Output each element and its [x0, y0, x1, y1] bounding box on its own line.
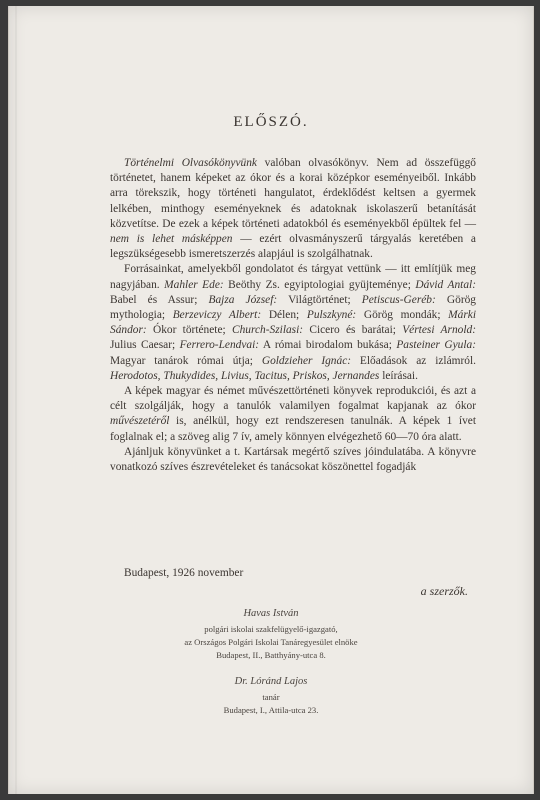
signature-havas: [9, 608, 533, 662]
paragraph: Történelmi Olvasókönyvünk valóban olvasókönyv. Nem ad összefüggő történetet, hanem képeket az ókor és a korai középkor eseményeiből. Inkább arra törekszik, hogy történeti hangulatot, érdeklődést keltsen a gyermek lelkében, minthogy eseményeknek és adatoknak iskolaszerű betanítását közvetítse. De ezek a képek történeti adatokból és eseményekből épültek fel — nem is lehet másképpen — ezért olvasmányszerű tárgyalás keretében a legszükségesebb ismeretszerzés alapjául is szolgálhatnak.: [110, 157, 476, 261]
italic-run: Mahler Ede:: [164, 278, 224, 291]
preface-body: [110, 156, 476, 475]
italic-run: Herodotos, Thukydides, Livius, Tacitus, Priskos, Jernandes: [110, 369, 380, 382]
signature-line: tanár: [262, 692, 280, 702]
signature-line: polgári iskolai szakfelügyelő-igazgató,: [204, 624, 338, 634]
authors-label: a szerzők.: [420, 584, 468, 598]
italic-run: Berzeviczy Albert:: [172, 309, 262, 322]
signature-name: Dr. Lóránd Lajos: [234, 676, 308, 687]
italic-run: Vértesi Arnold:: [402, 324, 476, 337]
italic-run: művészetéről: [110, 415, 170, 428]
paragraph: Forrásainkat, amelyekből gondolatot és tárgyat vettünk — itt említjük meg nagyjában. Mahler Ede: Beöthy Zs. egyiptologiai gyüjteménye; Dávid Antal: Babel és Assur; Bajza József: Világtörténet; Petiscus-Geréb: Görög mythologia; Berzeviczy Albert: Délen; Pulszkyné: Görög mondák; Márki Sándor: Ókor története; Church-Szilasi: Cicero és barátai; Vértesi Arnold: Julius Caesar; Ferrero-Lendvai: A római birodalom bukása; Pasteiner Gyula: Magyar tanárok római útja; Goldzieher Ignác: Előadások az izlámról. Herodotos, Thukydides, Livius, Tacitus, Priskos, Jernandes leírásai.: [110, 263, 477, 382]
signature-lorand: [9, 676, 533, 717]
italic-run: Church-Szilasi:: [231, 324, 304, 337]
italic-run: Pasteiner Gyula:: [396, 339, 477, 352]
signature-line: Budapest, I., Attila-utca 23.: [223, 705, 319, 715]
page-title: ELŐSZÓ.: [233, 114, 309, 130]
italic-run: Bajza József:: [208, 293, 278, 306]
date-place: Budapest, 1926 november: [124, 567, 244, 579]
italic-run: Goldzieher Ignác:: [261, 354, 352, 367]
signature-line: az Országos Polgári Iskolai Tanáregyesület elnöke: [184, 637, 358, 647]
signature-line: Budapest, II., Batthyány-utca 8.: [216, 650, 326, 660]
italic-run: Dávid Antal:: [415, 278, 476, 291]
italic-run: Petiscus-Geréb:: [361, 293, 436, 306]
italic-run: Pulszkyné:: [306, 309, 357, 322]
paragraph: A képek magyar és német művészettörténeti könyvek reprodukciói, és azt a célt szolgálják, hogy a tanulók valamilyen fogalmat kapjanak az ókor művészetéről is, anélkül, hogy ezt rendszeresen tanulnák. A képek 1 ívet foglalnak el; a szöveg alig 7 ív, amely könnyen elvégezhető 60—70 óra alatt.: [110, 385, 476, 443]
italic-run: Történelmi Olvasókönyvünk: [124, 157, 257, 169]
italic-run: Ferrero-Lendvai:: [179, 339, 260, 352]
paragraph: Ajánljuk könyvünket a t. Kartársak megértő szíves jóindulatába. A könyvre vonatkozó szíves észrevételeket és tanácsokat köszönettel fogadják: [110, 445, 476, 474]
document-page: [8, 6, 534, 794]
signature-name: Havas István: [243, 608, 299, 619]
italic-run: nem is lehet másképpen: [110, 233, 233, 246]
italic-run: Márki Sándor:: [110, 309, 477, 337]
